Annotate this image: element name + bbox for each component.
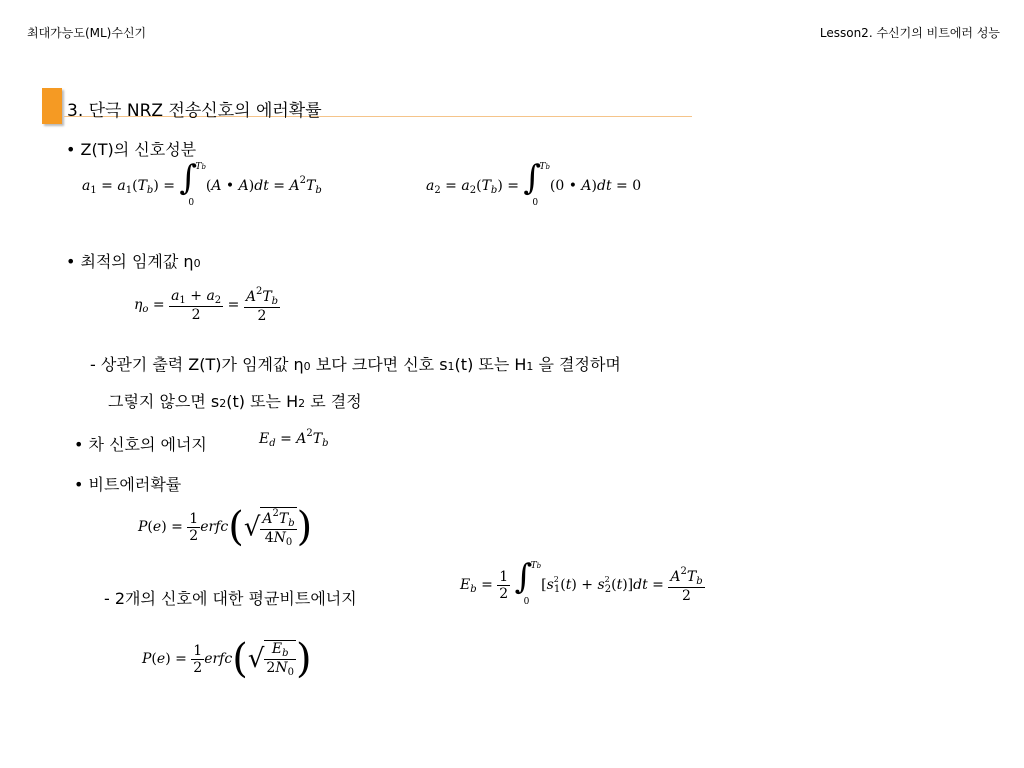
equation-a2: $a_2 = a_2(T_b)$ = ∫ Tb 0 (0 • A)dt = 0 (426, 158, 642, 208)
equation-ed: $E_d = A^2T_b$ (259, 428, 329, 449)
equation-eb: $E_b$ = $\frac{1}{2}$ ∫ Tb 0 $[s^2_1(t) + s^2_2(t)]dt$ = $\frac{A^2T_b}{2}$ (460, 557, 703, 607)
item-optimal-threshold: • 최적의 임계값 η0 (66, 252, 201, 271)
header-left: 최대가능도(ML)수신기 (27, 26, 147, 40)
equation-pe-1: P(e) = $\frac{1}{2}$ erfc(√ $\frac{A^2T_b}{4N_0}$ ) (138, 504, 313, 550)
item-energy-diff: • 차 신호의 에너지 (74, 435, 207, 454)
item-signal-component: • Z(T)의 신호성분 (66, 140, 197, 159)
header-right: Lesson2. 수신기의 비트에러 성능 (819, 26, 1000, 40)
equation-pe-2: P(e) = $\frac{1}{2}$ erfc(√ $\frac{E_b}{2N_0}$ ) (142, 636, 312, 682)
decision-rule-line2: 그렇지 않으면 s2(t) 또는 H2 로 결정 (108, 392, 362, 411)
avg-energy-label: - 2개의 신호에 대한 평균비트에너지 (104, 589, 357, 608)
equation-a1: $a_1 = a_1(T_b)$ = ∫ Tb 0 (A • $A)dt = A^2T_b$ (82, 158, 322, 208)
section-accent-box (42, 88, 62, 124)
item-ber: • 비트에러확률 (74, 475, 182, 494)
equation-eta0: $\eta_o$ = $\frac{a_1 + a_2}{2}$ = $\frac{A^2T_b}{2}$ (134, 286, 279, 324)
section-title: 3. 단극 NRZ 전송신호의 에러확률 (67, 101, 322, 121)
decision-rule-line1: - 상관기 출력 Z(T)가 임계값 η0 보다 크다면 신호 s1(t) 또는 H1 을 결정하며 (90, 355, 621, 374)
